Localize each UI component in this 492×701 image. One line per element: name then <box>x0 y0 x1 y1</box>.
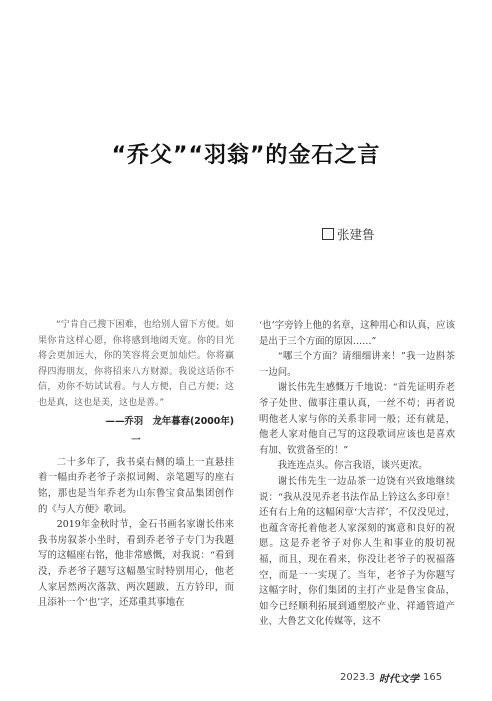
box-icon <box>322 228 334 240</box>
paragraph: 二十多年了，我书桌右侧的墙上一直悬挂着一幅由乔老爷子亲拟词阙、亲笔题写的座右铭，那也是当年乔老为山东鲁宝食品集团创作的《与人方便》歌词。 <box>38 456 234 515</box>
epigraph-text: “宁肯自己搜下困难，也给别人留下方便。如果你肯这样心愿，你将感到地阔天宽。你的目光将会更加远大，你的笑容将会更加灿烂。你将赢得四海朋友，你将招来八方财源。我说这话你不信，劝你不妨试试看。与人方便，自己方便；这也是真，这也是美，这也是善。” <box>38 320 234 408</box>
left-column <box>38 318 234 611</box>
paragraph: 谢长伟先生一边品茶一边饶有兴致地继续说：“我从没见乔老书法作品上钤这么多印章！还有右上角的这幅闲章‘大吉祥’，不仅没见过，也蕴含寄托着他老人家深刻的寓意和良好的祝愿。这是乔老爷子对你人生和事业的殷切祝福，而且，现在看来，你没让老爷子的祝福落空，而是一一实现了。当年，老爷子为你题写这幅字时，你们集团的主打产业是鲁宝食品，如今已经顺利拓展到通塑胶产业、祥通管道产业、大鲁艺文化传媒等，这不 <box>259 475 455 628</box>
epigraph-quote <box>38 318 234 412</box>
epigraph-signature: ——乔羽 龙年暮春(2000年) <box>105 415 234 427</box>
paragraph: 我连连点头。你言我语，谈兴更浓。 <box>277 460 428 472</box>
author-name: 张建鲁 <box>337 227 375 242</box>
page-footer <box>340 670 442 685</box>
author-line <box>322 225 375 243</box>
paragraph: ‘也’字旁钤上他的名章，这种用心和认真，应该是出于三个方面的原因……” <box>259 320 455 347</box>
right-column <box>259 318 455 630</box>
section-mark: 一 <box>131 435 141 447</box>
paragraph: 谢长伟先生感慨万千地说：“首先证明乔老爷子处世、做事注重认真，一丝不苟；再者说明他老人家与你的关系非同一般；还有就是，他老人家对他自己写的这段歌词应该也是喜欢有加、钦赏备至的！” <box>259 382 455 456</box>
paragraph: 2019年金秋时节，金石书画名家谢长伟来我书房叙茶小坐时，看到乔老爷子专门为我题写的这幅座右铭，他非常感慨，对我说：“看到没，乔老爷子题写这幅墨宝时特别用心，他老人家居然两次落款、两次题跋、五方钤印，而且添补一个‘也’字，还郑重其事地在 <box>38 519 234 609</box>
article-title: “乔父”“羽翁”的金石之言 <box>111 143 381 168</box>
page-number: 165 <box>423 672 443 683</box>
magazine-name: 时代文学 <box>379 674 419 685</box>
issue-number: 2023.3 <box>340 672 375 683</box>
paragraph: “哪三个方面？请细细讲来！”我一边斟茶一边问。 <box>259 351 455 378</box>
